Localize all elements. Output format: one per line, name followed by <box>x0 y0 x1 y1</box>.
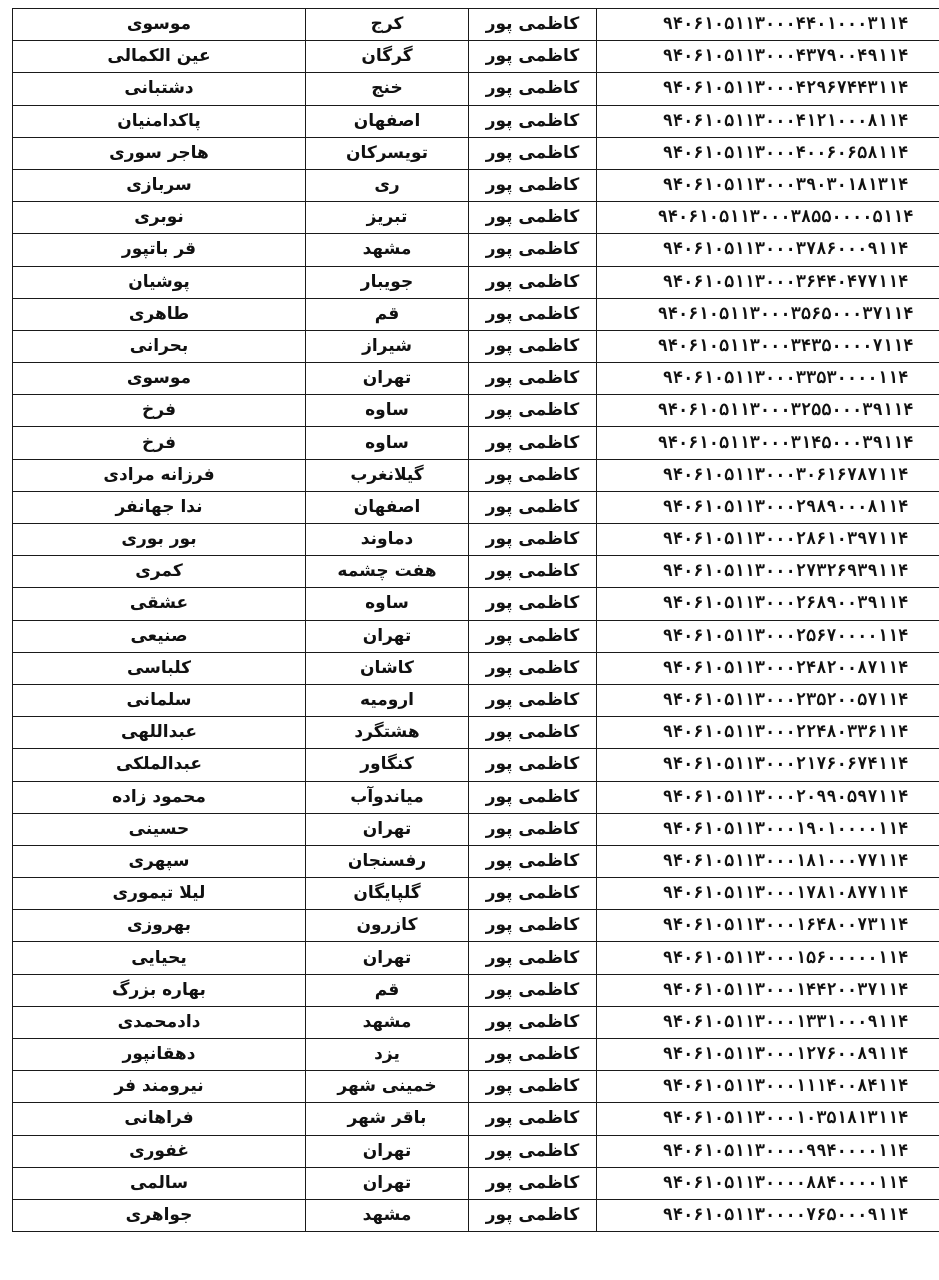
surname-cell: کاظمی پور <box>469 813 597 845</box>
records-table <box>12 8 939 1232</box>
city-cell: باقر شهر <box>306 1103 469 1135</box>
city-cell: رفسنجان <box>306 845 469 877</box>
table-row <box>13 459 939 491</box>
table-row <box>13 942 939 974</box>
table-row <box>13 491 939 523</box>
city-cell: تهران <box>306 942 469 974</box>
surname-cell: کاظمی پور <box>469 105 597 137</box>
surname-cell: کاظمی پور <box>469 266 597 298</box>
code-cell: ۹۴۰۶۱۰۵۱۱۳۰۰۰۳۱۴۵۰۰۰۳۹۱۱۴ <box>597 427 939 459</box>
surname-cell: کاظمی پور <box>469 330 597 362</box>
name-cell: کمری <box>13 556 306 588</box>
name-cell: دادمحمدی <box>13 1006 306 1038</box>
city-cell: کرج <box>306 9 469 41</box>
name-cell: ندا جهانفر <box>13 491 306 523</box>
city-cell: تهران <box>306 620 469 652</box>
surname-cell: کاظمی پور <box>469 202 597 234</box>
name-cell: پاکدامنیان <box>13 105 306 137</box>
name-cell: طاهری <box>13 298 306 330</box>
surname-cell: کاظمی پور <box>469 1039 597 1071</box>
name-cell: حسینی <box>13 813 306 845</box>
records-table-body <box>13 9 939 1232</box>
code-cell: ۹۴۰۶۱۰۵۱۱۳۰۰۰۴۱۲۱۰۰۰۸۱۱۴ <box>597 105 939 137</box>
surname-cell: کاظمی پور <box>469 781 597 813</box>
city-cell: ساوه <box>306 395 469 427</box>
table-row <box>13 684 939 716</box>
code-cell: ۹۴۰۶۱۰۵۱۱۳۰۰۰۲۷۳۲۶۹۳۹۱۱۴ <box>597 556 939 588</box>
code-cell: ۹۴۰۶۱۰۵۱۱۳۰۰۰۱۲۷۶۰۰۸۹۱۱۴ <box>597 1039 939 1071</box>
code-cell: ۹۴۰۶۱۰۵۱۱۳۰۰۰۲۳۵۲۰۰۵۷۱۱۴ <box>597 684 939 716</box>
name-cell: بحرانی <box>13 330 306 362</box>
code-cell: ۹۴۰۶۱۰۵۱۱۳۰۰۰۱۸۱۰۰۰۷۷۱۱۴ <box>597 845 939 877</box>
code-cell: ۹۴۰۶۱۰۵۱۱۳۰۰۰۳۳۵۳۰۰۰۰۱۱۴ <box>597 363 939 395</box>
table-row <box>13 1199 939 1231</box>
table-row <box>13 202 939 234</box>
name-cell: دهقانپور <box>13 1039 306 1071</box>
name-cell: لیلا تیموری <box>13 878 306 910</box>
code-cell: ۹۴۰۶۱۰۵۱۱۳۰۰۰۱۷۸۱۰۸۷۷۱۱۴ <box>597 878 939 910</box>
table-row <box>13 1006 939 1038</box>
city-cell: کاشان <box>306 652 469 684</box>
city-cell: تهران <box>306 813 469 845</box>
table-row <box>13 1039 939 1071</box>
city-cell: ساوه <box>306 427 469 459</box>
surname-cell: کاظمی پور <box>469 491 597 523</box>
city-cell: تهران <box>306 1167 469 1199</box>
code-cell: ۹۴۰۶۱۰۵۱۱۳۰۰۰۳۰۶۱۶۷۸۷۱۱۴ <box>597 459 939 491</box>
city-cell: گیلانغرب <box>306 459 469 491</box>
table-row <box>13 1071 939 1103</box>
table-row <box>13 652 939 684</box>
table-row <box>13 266 939 298</box>
table-row <box>13 974 939 1006</box>
city-cell: میاندوآب <box>306 781 469 813</box>
name-cell: سربازی <box>13 169 306 201</box>
surname-cell: کاظمی پور <box>469 427 597 459</box>
surname-cell: کاظمی پور <box>469 749 597 781</box>
name-cell: جواهری <box>13 1199 306 1231</box>
table-row <box>13 845 939 877</box>
surname-cell: کاظمی پور <box>469 845 597 877</box>
table-row <box>13 137 939 169</box>
name-cell: عبدالملکی <box>13 749 306 781</box>
table-row <box>13 105 939 137</box>
name-cell: محمود زاده <box>13 781 306 813</box>
code-cell: ۹۴۰۶۱۰۵۱۱۳۰۰۰۰۹۹۴۰۰۰۰۱۱۴ <box>597 1135 939 1167</box>
city-cell: اصفهان <box>306 105 469 137</box>
surname-cell: کاظمی پور <box>469 942 597 974</box>
name-cell: فرخ <box>13 395 306 427</box>
code-cell: ۹۴۰۶۱۰۵۱۱۳۰۰۰۳۸۵۵۰۰۰۰۵۱۱۴ <box>597 202 939 234</box>
table-row <box>13 1135 939 1167</box>
name-cell: یحیایی <box>13 942 306 974</box>
name-cell: هاجر سوری <box>13 137 306 169</box>
table-row <box>13 9 939 41</box>
name-cell: قر باتپور <box>13 234 306 266</box>
name-cell: فرخ <box>13 427 306 459</box>
table-row <box>13 524 939 556</box>
city-cell: ساوه <box>306 588 469 620</box>
table-row <box>13 878 939 910</box>
surname-cell: کاظمی پور <box>469 1071 597 1103</box>
name-cell: فرزانه مرادی <box>13 459 306 491</box>
surname-cell: کاظمی پور <box>469 395 597 427</box>
surname-cell: کاظمی پور <box>469 684 597 716</box>
surname-cell: کاظمی پور <box>469 73 597 105</box>
city-cell: خمینی شهر <box>306 1071 469 1103</box>
city-cell: ارومیه <box>306 684 469 716</box>
table-row <box>13 330 939 362</box>
name-cell: کلباسی <box>13 652 306 684</box>
city-cell: قم <box>306 974 469 1006</box>
code-cell: ۹۴۰۶۱۰۵۱۱۳۰۰۰۱۳۳۱۰۰۰۹۱۱۴ <box>597 1006 939 1038</box>
code-cell: ۹۴۰۶۱۰۵۱۱۳۰۰۰۲۵۶۷۰۰۰۰۱۱۴ <box>597 620 939 652</box>
city-cell: مشهد <box>306 234 469 266</box>
city-cell: هشتگرد <box>306 717 469 749</box>
code-cell: ۹۴۰۶۱۰۵۱۱۳۰۰۰۱۱۱۴۰۰۸۴۱۱۴ <box>597 1071 939 1103</box>
code-cell: ۹۴۰۶۱۰۵۱۱۳۰۰۰۱۹۰۱۰۰۰۰۱۱۴ <box>597 813 939 845</box>
table-row <box>13 73 939 105</box>
city-cell: تویسرکان <box>306 137 469 169</box>
surname-cell: کاظمی پور <box>469 1135 597 1167</box>
surname-cell: کاظمی پور <box>469 363 597 395</box>
table-row <box>13 427 939 459</box>
city-cell: شیراز <box>306 330 469 362</box>
code-cell: ۹۴۰۶۱۰۵۱۱۳۰۰۰۰۷۶۵۰۰۰۹۱۱۴ <box>597 1199 939 1231</box>
name-cell: نیرومند فر <box>13 1071 306 1103</box>
name-cell: عین الکمالی <box>13 41 306 73</box>
name-cell: بهروزی <box>13 910 306 942</box>
name-cell: سالمی <box>13 1167 306 1199</box>
surname-cell: کاظمی پور <box>469 1006 597 1038</box>
surname-cell: کاظمی پور <box>469 298 597 330</box>
surname-cell: کاظمی پور <box>469 620 597 652</box>
table-row <box>13 169 939 201</box>
table-row <box>13 41 939 73</box>
code-cell: ۹۴۰۶۱۰۵۱۱۳۰۰۰۲۴۸۲۰۰۸۷۱۱۴ <box>597 652 939 684</box>
table-row <box>13 363 939 395</box>
city-cell: مشهد <box>306 1199 469 1231</box>
surname-cell: کاظمی پور <box>469 588 597 620</box>
surname-cell: کاظمی پور <box>469 974 597 1006</box>
name-cell: سپهری <box>13 845 306 877</box>
name-cell: موسوی <box>13 363 306 395</box>
city-cell: تبریز <box>306 202 469 234</box>
table-row <box>13 813 939 845</box>
name-cell: سلمانی <box>13 684 306 716</box>
table-row <box>13 910 939 942</box>
table-row <box>13 1167 939 1199</box>
code-cell: ۹۴۰۶۱۰۵۱۱۳۰۰۰۴۴۰۱۰۰۰۳۱۱۴ <box>597 9 939 41</box>
city-cell: کنگاور <box>306 749 469 781</box>
surname-cell: کاظمی پور <box>469 459 597 491</box>
surname-cell: کاظمی پور <box>469 524 597 556</box>
city-cell: جویبار <box>306 266 469 298</box>
name-cell: صنیعی <box>13 620 306 652</box>
table-row <box>13 1103 939 1135</box>
name-cell: غفوری <box>13 1135 306 1167</box>
code-cell: ۹۴۰۶۱۰۵۱۱۳۰۰۰۳۴۳۵۰۰۰۰۷۱۱۴ <box>597 330 939 362</box>
name-cell: نوبری <box>13 202 306 234</box>
name-cell: موسوی <box>13 9 306 41</box>
surname-cell: کاظمی پور <box>469 234 597 266</box>
code-cell: ۹۴۰۶۱۰۵۱۱۳۰۰۰۱۰۳۵۱۸۱۳۱۱۴ <box>597 1103 939 1135</box>
city-cell: مشهد <box>306 1006 469 1038</box>
code-cell: ۹۴۰۶۱۰۵۱۱۳۰۰۰۳۲۵۵۰۰۰۳۹۱۱۴ <box>597 395 939 427</box>
code-cell: ۹۴۰۶۱۰۵۱۱۳۰۰۰۳۵۶۵۰۰۰۳۷۱۱۴ <box>597 298 939 330</box>
city-cell: اصفهان <box>306 491 469 523</box>
code-cell: ۹۴۰۶۱۰۵۱۱۳۰۰۰۳۹۰۳۰۱۸۱۳۱۴ <box>597 169 939 201</box>
name-cell: فراهانی <box>13 1103 306 1135</box>
code-cell: ۹۴۰۶۱۰۵۱۱۳۰۰۰۴۲۹۶۷۴۴۳۱۱۴ <box>597 73 939 105</box>
surname-cell: کاظمی پور <box>469 556 597 588</box>
name-cell: عبداللهی <box>13 717 306 749</box>
code-cell: ۹۴۰۶۱۰۵۱۱۳۰۰۰۳۶۴۴۰۴۷۷۱۱۴ <box>597 266 939 298</box>
surname-cell: کاظمی پور <box>469 652 597 684</box>
table-row <box>13 781 939 813</box>
surname-cell: کاظمی پور <box>469 1199 597 1231</box>
city-cell: یزد <box>306 1039 469 1071</box>
table-row <box>13 298 939 330</box>
name-cell: دشتبانی <box>13 73 306 105</box>
code-cell: ۹۴۰۶۱۰۵۱۱۳۰۰۰۳۷۸۶۰۰۰۹۱۱۴ <box>597 234 939 266</box>
name-cell: بور بوری <box>13 524 306 556</box>
surname-cell: کاظمی پور <box>469 137 597 169</box>
table-row <box>13 556 939 588</box>
city-cell: هفت چشمه <box>306 556 469 588</box>
city-cell: دماوند <box>306 524 469 556</box>
surname-cell: کاظمی پور <box>469 910 597 942</box>
surname-cell: کاظمی پور <box>469 717 597 749</box>
city-cell: قم <box>306 298 469 330</box>
city-cell: گلپایگان <box>306 878 469 910</box>
code-cell: ۹۴۰۶۱۰۵۱۱۳۰۰۰۲۶۸۹۰۰۳۹۱۱۴ <box>597 588 939 620</box>
code-cell: ۹۴۰۶۱۰۵۱۱۳۰۰۰۴۰۰۶۰۶۵۸۱۱۴ <box>597 137 939 169</box>
surname-cell: کاظمی پور <box>469 9 597 41</box>
code-cell: ۹۴۰۶۱۰۵۱۱۳۰۰۰۱۶۴۸۰۰۷۳۱۱۴ <box>597 910 939 942</box>
code-cell: ۹۴۰۶۱۰۵۱۱۳۰۰۰۲۸۶۱۰۳۹۷۱۱۴ <box>597 524 939 556</box>
table-row <box>13 717 939 749</box>
table-row <box>13 234 939 266</box>
code-cell: ۹۴۰۶۱۰۵۱۱۳۰۰۰۴۳۷۹۰۰۴۹۱۱۴ <box>597 41 939 73</box>
table-row <box>13 749 939 781</box>
name-cell: پوشیان <box>13 266 306 298</box>
surname-cell: کاظمی پور <box>469 1103 597 1135</box>
table-row <box>13 620 939 652</box>
code-cell: ۹۴۰۶۱۰۵۱۱۳۰۰۰۲۱۷۶۰۶۷۴۱۱۴ <box>597 749 939 781</box>
city-cell: خنج <box>306 73 469 105</box>
code-cell: ۹۴۰۶۱۰۵۱۱۳۰۰۰۲۰۹۹۰۵۹۷۱۱۴ <box>597 781 939 813</box>
table-row <box>13 395 939 427</box>
city-cell: تهران <box>306 1135 469 1167</box>
code-cell: ۹۴۰۶۱۰۵۱۱۳۰۰۰۲۲۴۸۰۳۳۶۱۱۴ <box>597 717 939 749</box>
surname-cell: کاظمی پور <box>469 878 597 910</box>
surname-cell: کاظمی پور <box>469 1167 597 1199</box>
table-row <box>13 588 939 620</box>
city-cell: ری <box>306 169 469 201</box>
city-cell: کازرون <box>306 910 469 942</box>
surname-cell: کاظمی پور <box>469 41 597 73</box>
code-cell: ۹۴۰۶۱۰۵۱۱۳۰۰۰۲۹۸۹۰۰۰۸۱۱۴ <box>597 491 939 523</box>
city-cell: گرگان <box>306 41 469 73</box>
code-cell: ۹۴۰۶۱۰۵۱۱۳۰۰۰۱۴۴۲۰۰۳۷۱۱۴ <box>597 974 939 1006</box>
code-cell: ۹۴۰۶۱۰۵۱۱۳۰۰۰۱۵۶۰۰۰۰۰۱۱۴ <box>597 942 939 974</box>
records-sheet <box>12 8 924 1232</box>
name-cell: عشقی <box>13 588 306 620</box>
code-cell: ۹۴۰۶۱۰۵۱۱۳۰۰۰۰۸۸۴۰۰۰۰۱۱۴ <box>597 1167 939 1199</box>
surname-cell: کاظمی پور <box>469 169 597 201</box>
city-cell: تهران <box>306 363 469 395</box>
name-cell: بهاره بزرگ <box>13 974 306 1006</box>
